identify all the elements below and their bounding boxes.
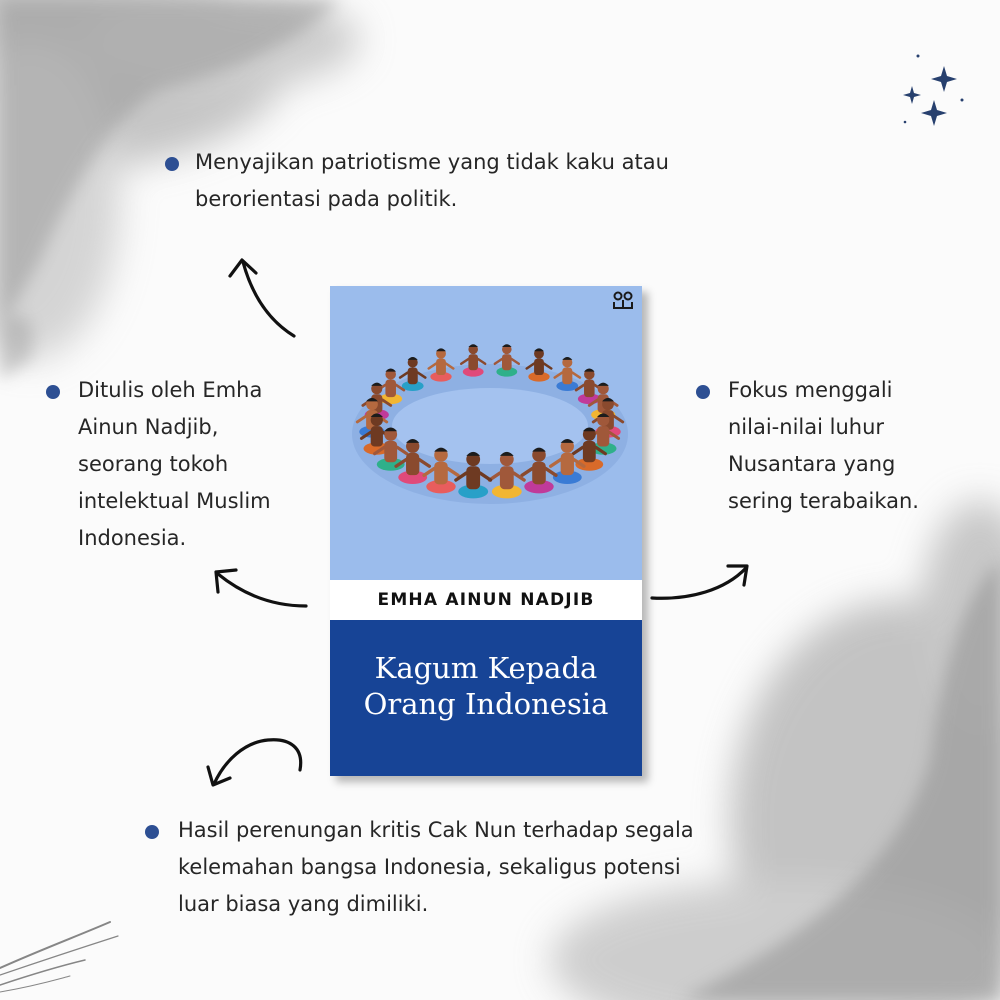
note-line: luar biasa yang dimiliki.: [178, 892, 429, 916]
book-author: EMHA AINUN NADJIB: [330, 580, 642, 620]
note-line: kelemahan bangsa Indonesia, sekaligus potensi: [178, 855, 681, 879]
sparkle-icon: [903, 55, 964, 127]
bullet-dot-icon: [145, 825, 159, 839]
note-line: seorang tokoh: [78, 452, 229, 476]
publisher-logo-icon: [612, 290, 634, 310]
note-reflection: [178, 812, 694, 923]
note-line: sering terabaikan.: [728, 489, 919, 513]
bullet-dot-icon: [696, 385, 710, 399]
note-author: [78, 372, 271, 557]
book-title: [330, 620, 642, 776]
note-line: berorientasi pada politik.: [195, 187, 458, 211]
book-title-line: Orang Indonesia: [363, 687, 609, 721]
note-line: Menyajikan patriotisme yang tidak kaku atau: [195, 150, 669, 174]
bullet-dot-icon: [46, 385, 60, 399]
cover-illustration: [330, 286, 642, 580]
note-line: Indonesia.: [78, 526, 187, 550]
note-line: Ainun Nadjib,: [78, 415, 219, 439]
note-line: intelektual Muslim: [78, 489, 271, 513]
note-patriotism: [195, 144, 669, 218]
note-line: Nusantara yang: [728, 452, 896, 476]
book-title-line: Kagum Kepada: [374, 651, 598, 685]
book-cover: [330, 286, 642, 776]
note-focus: [728, 372, 919, 520]
bullet-dot-icon: [165, 157, 179, 171]
note-line: Ditulis oleh Emha: [78, 378, 263, 402]
note-line: nilai-nilai luhur: [728, 415, 885, 439]
note-line: Fokus menggali: [728, 378, 893, 402]
note-line: Hasil perenungan kritis Cak Nun terhadap segala: [178, 818, 694, 842]
